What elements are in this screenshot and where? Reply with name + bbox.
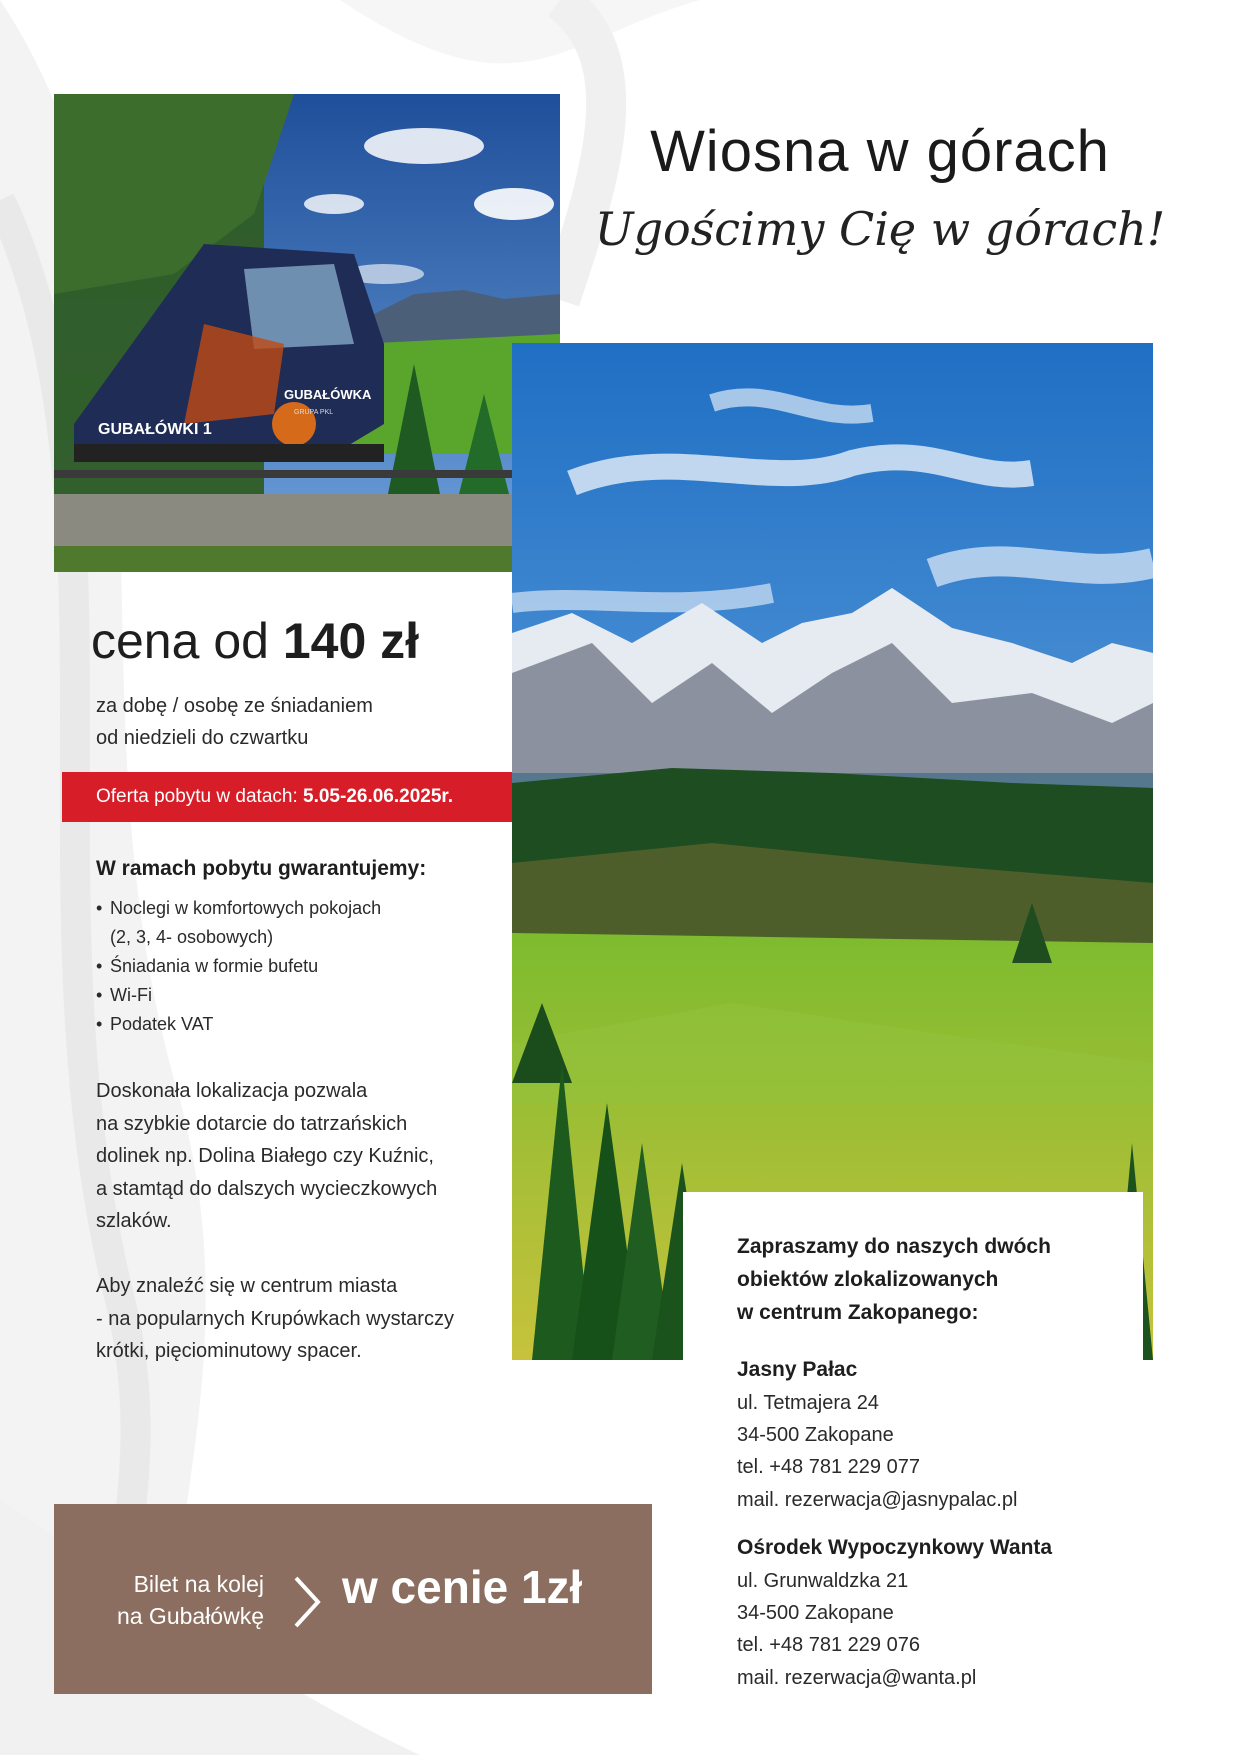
price-note-line2: od niedzieli do czwartku	[96, 727, 309, 749]
guarantees-list	[96, 894, 381, 1039]
contact-card	[683, 1192, 1143, 1704]
object-name-jasny-palac: Jasny Pałac	[737, 1358, 858, 1381]
ticket-price: w cenie 1zł	[342, 1561, 583, 1613]
list-item: • Śniadania w formie bufetu	[96, 956, 319, 976]
guarantees-title: W ramach pobytu gwarantujemy:	[96, 857, 427, 880]
list-item: (2, 3, 4- osobowych)	[110, 927, 274, 947]
object-phone[interactable]: tel. +48 781 229 077	[737, 1456, 920, 1478]
price-line	[91, 612, 419, 670]
object-city: 34-500 Zakopane	[737, 1602, 894, 1624]
object-name-wanta: Ośrodek Wypoczynkowy Wanta	[737, 1536, 1053, 1559]
location-paragraph: Doskonała lokalizacja pozwala na szybkie dotarcie do tatrzańskich dolinek np. Dolina Białego czy Kuźnic, a stamtąd do dalszych wycieczkowych szlaków.	[96, 1080, 438, 1232]
train-car-sublabel: GRUPA PKL	[294, 409, 334, 416]
object-street: ul. Tetmajera 24	[737, 1392, 879, 1414]
ticket-text	[54, 1568, 264, 1632]
contact-intro: Zapraszamy do naszych dwóch obiektów zlokalizowanych w centrum Zakopanego:	[737, 1235, 1051, 1324]
list-item: • Noclegi w komfortowych pokojach	[96, 898, 382, 918]
price-prefix: cena od	[91, 613, 269, 669]
page-title: Wiosna w górach	[650, 119, 1110, 184]
object-mail[interactable]: mail. rezerwacja@wanta.pl	[737, 1667, 977, 1689]
price-amount: 140 zł	[282, 613, 420, 669]
city-center-paragraph: Aby znaleźć się w centrum miasta - na popularnych Krupówkach wystarczy krótki, pięciominutowy spacer.	[96, 1275, 454, 1362]
chevron-right-icon	[290, 1574, 324, 1630]
object-mail[interactable]: mail. rezerwacja@jasnypalac.pl	[737, 1489, 1018, 1511]
cable-railway-ticket-banner	[54, 1504, 652, 1694]
offer-dates: 5.05-26.06.2025r.	[303, 786, 454, 807]
train-side-label: GUBAŁÓWKI 1	[98, 421, 212, 438]
gubalowka-train-photo	[54, 94, 560, 572]
price-note-line1: za dobę / osobę ze śniadaniem	[96, 695, 373, 717]
offer-label: Oferta pobytu w datach:	[96, 786, 298, 807]
list-item: • Podatek VAT	[96, 1014, 214, 1034]
list-item: • Wi-Fi	[96, 985, 152, 1005]
offer-dates-bar	[62, 772, 512, 822]
train-car-label: GUBAŁÓWKA	[284, 387, 372, 402]
object-city: 34-500 Zakopane	[737, 1424, 894, 1446]
ticket-line1: Bilet na kolej	[133, 1571, 264, 1597]
object-phone[interactable]: tel. +48 781 229 076	[737, 1634, 920, 1656]
object-street: ul. Grunwaldzka 21	[737, 1570, 909, 1592]
ticket-line2: na Gubałówkę	[116, 1603, 264, 1629]
page-subtitle: Ugościmy Cię w górach!	[594, 202, 1166, 256]
price-note	[96, 690, 373, 754]
